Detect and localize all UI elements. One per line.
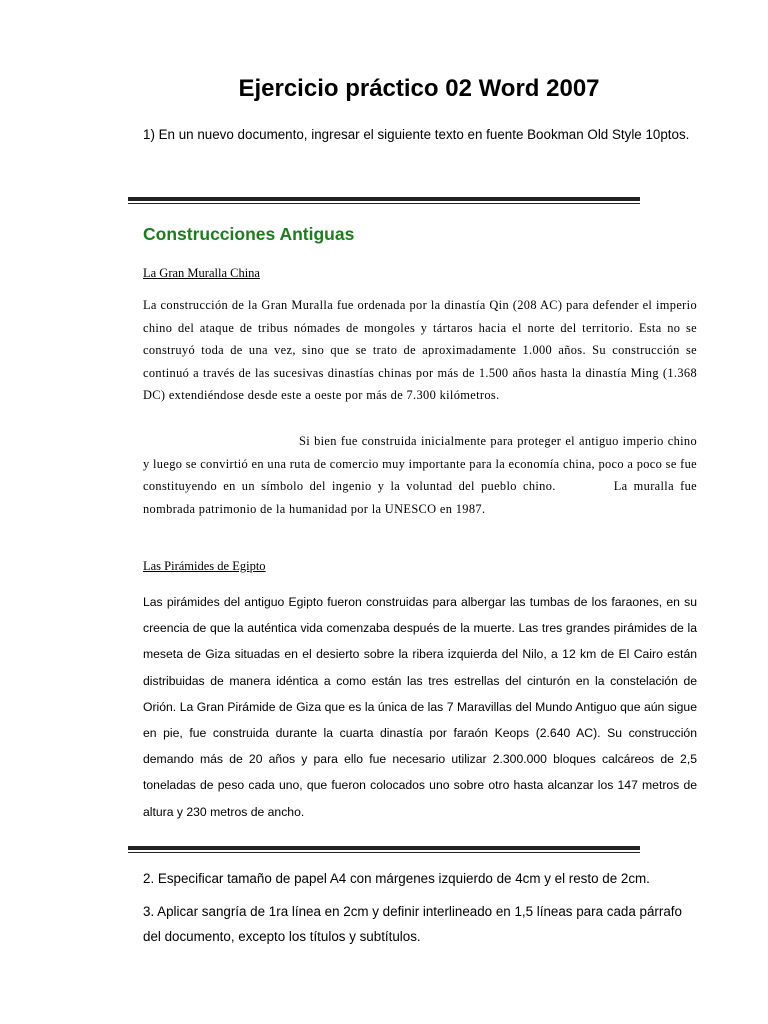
paragraph-piramides: Las pirámides del antiguo Egipto fueron construidas para albergar las tumbas de los faraones, en su creencia de que la auténtica vida comenzaba después de la muerte. Las tres grandes pirámides de la meseta de Giza situadas en el desierto sobre la ribera izquierda del Nilo, a 12 km de El Cairo están distribuidas de manera idéntica a como están las tres estrellas del cinturón en la constelación de Orión. La Gran Pirámide de Giza que es la única de las 7 Maravillas del Mundo Antiguo que aún sigue en pie, fue construida durante la cuarta dinastía por faraón Keops (2.640 AC). Su construcción demando más de 20 años y para ello fue necesario utilizar 2.300.000 bloques calcáreos de 2,5 toneladas de peso cada uno, que fueron colocados uno sobre otro hasta alcanzar los 147 metros de altura y 230 metros de ancho. xyxy=(143,595,697,819)
section-heading: Construcciones Antiguas xyxy=(143,224,355,244)
subtitle-gran-muralla: La Gran Muralla China xyxy=(143,266,260,280)
paragraph-muralla-2 xyxy=(143,430,697,520)
instruction-1: 1) En un nuevo documento, ingresar el siguiente texto en fuente Bookman Old Style 10ptos. xyxy=(143,127,690,142)
paragraph-muralla-2a: Si bien fue construida inicialmente para proteger el antiguo imperio chino y luego se convirtió en una ruta de comercio muy importante para la economía china, poco a poco se fue constituyendo en un símbolo del ingenio y la voluntad del pueblo chino. xyxy=(143,434,697,494)
rule-thin-line xyxy=(128,852,640,853)
paragraph-muralla-1: La construcción de la Gran Muralla fue ordenada por la dinastía Qin (208 AC) para defender el imperio chino del ataque de tribus nómades de mongoles y tártaros hacia el norte del territorio. Esta no se construyó toda de una vez, sino que se trato de aproximadamente 1.000 años. Su construcción se continuó a través de las sucesivas dinastías chinas por más de 1.500 años hasta la dinastía Ming (1.368 DC) extendiéndose desde este a oeste por más de 7.300 kilómetros. xyxy=(143,298,697,403)
instruction-3: 3. Aplicar sangría de 1ra línea en 2cm y definir interlineado en 1,5 líneas para cada párrafo del documento, excepto los títulos y subtítulos. xyxy=(143,904,682,944)
double-rule-top xyxy=(128,197,640,205)
subtitle-piramides: Las Pirámides de Egipto xyxy=(143,559,266,573)
rule-thin-line xyxy=(128,203,640,204)
paragraph-muralla-2b: La muralla fue nombrada patrimonio de la humanidad por la UNESCO en 1987. xyxy=(143,479,697,516)
double-rule-bottom xyxy=(128,846,640,854)
rule-thick-line xyxy=(128,846,640,850)
rule-thick-line xyxy=(128,197,640,201)
instruction-2: 2. Especificar tamaño de papel A4 con márgenes izquierdo de 4cm y el resto de 2cm. xyxy=(143,871,650,886)
document-title: Ejercicio práctico 02 Word 2007 xyxy=(238,75,600,102)
